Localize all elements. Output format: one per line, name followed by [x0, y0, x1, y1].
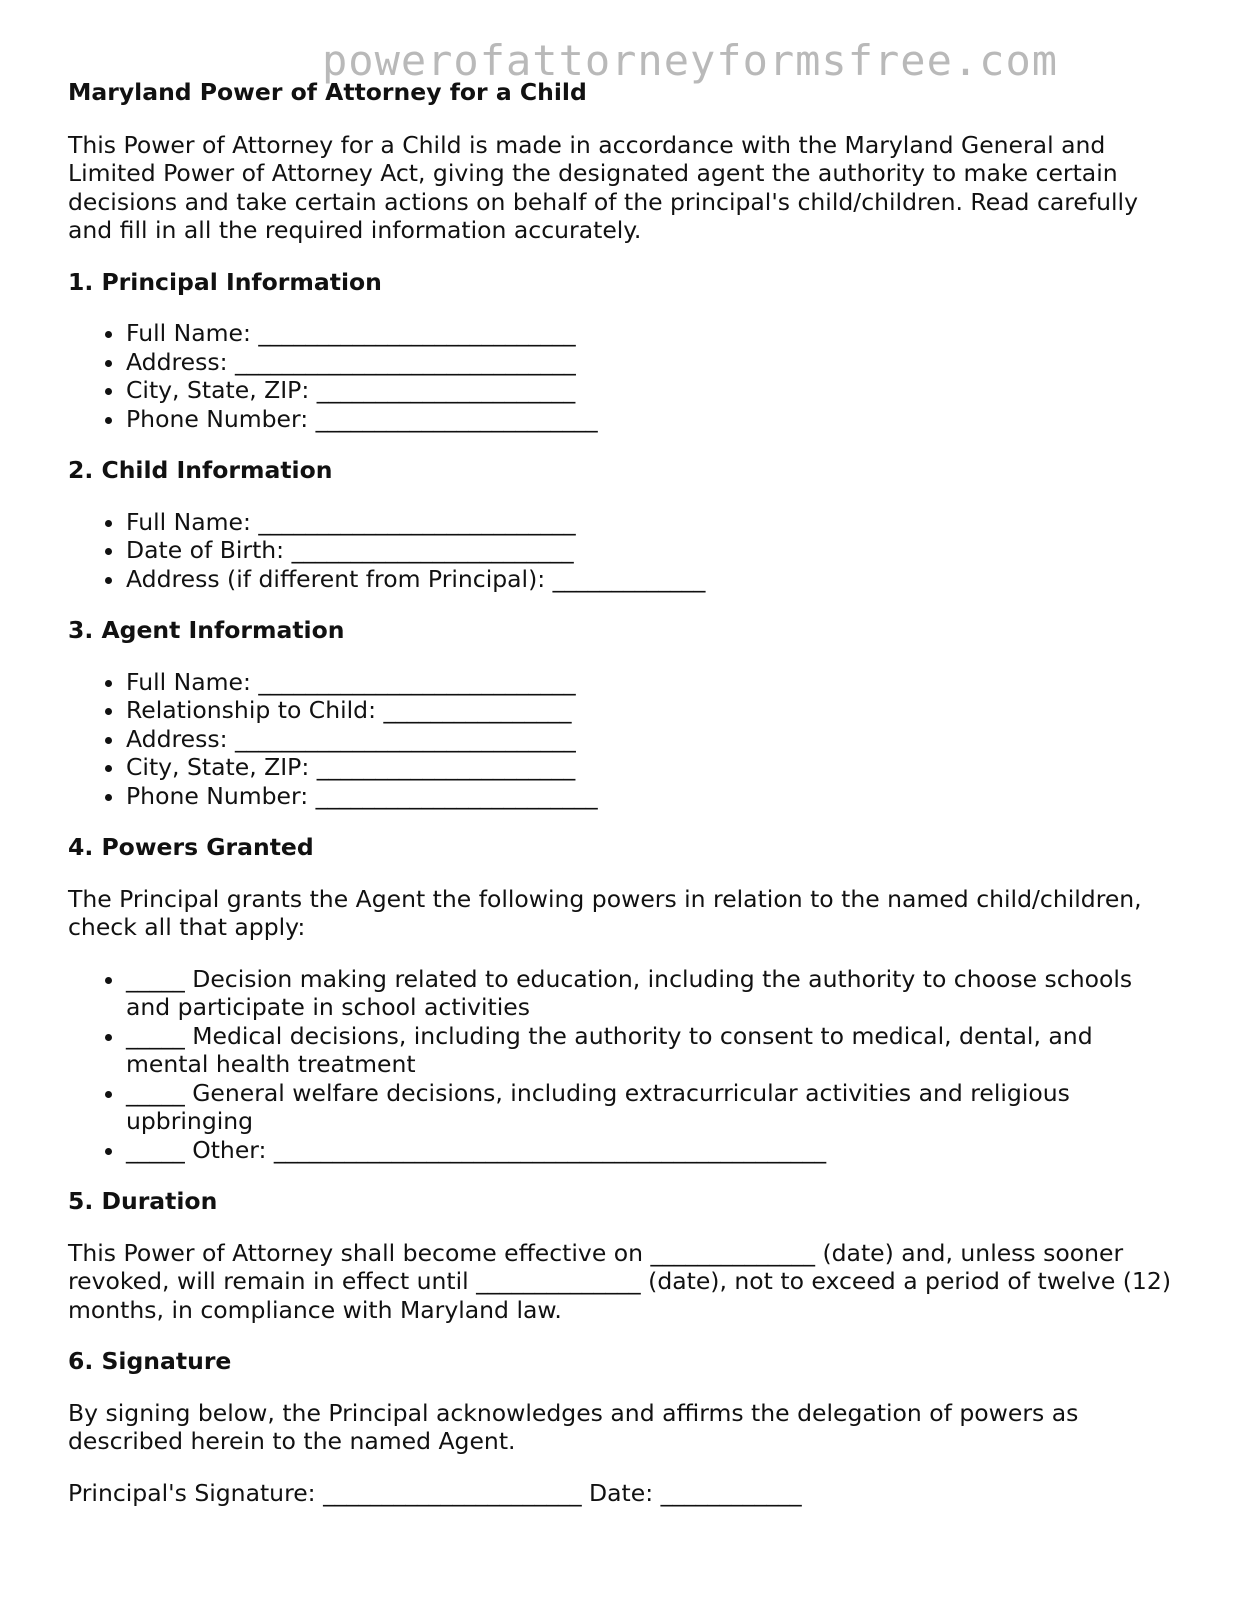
powers-intro: The Principal grants the Agent the following powers in relation to the named child/children, check all that apply:	[68, 884, 1142, 941]
power-medical-item[interactable]: • _____ Medical decisions, including the authority to consent to medical, dental, and mental health treatment	[126, 1022, 1178, 1079]
agent-full-name-field[interactable]: • Full Name: ___________________________	[126, 668, 1178, 697]
intro-paragraph: This Power of Attorney for a Child is made in accordance with the Maryland General and Limited Power of Attorney Act, giving the designated agent the authority to make certain decisions and take certain actions on behalf of the principal's child/children. Read carefully and fill in all the required information accurately.	[68, 130, 1138, 244]
child-date-of-birth-field[interactable]: • Date of Birth: ________________________	[126, 536, 1178, 565]
agent-heading: 3. Agent Information	[68, 616, 345, 644]
agent-address-field[interactable]: • Address: _____________________________	[126, 725, 1178, 754]
document-body	[68, 78, 1178, 1530]
principal-heading: 1. Principal Information	[68, 267, 382, 296]
principal-fields	[68, 319, 1178, 433]
agent-city-state-zip-field[interactable]: • City, State, ZIP: ______________________	[126, 753, 1178, 782]
signature-section	[68, 1347, 1178, 1507]
principal-full-name-field[interactable]: • Full Name: ___________________________	[126, 319, 1178, 348]
duration-text[interactable]: This Power of Attorney shall become effective on ______________ (date) and, unless sooner revoked, will remain in effect until ______________ (date), not to exceed a period of twelve (12) months, in compliance with Maryland law.	[68, 1238, 1172, 1324]
powers-heading: 4. Powers Granted	[68, 833, 314, 861]
child-address-field[interactable]: • Address (if different from Principal): _____________	[126, 565, 1178, 594]
power-other-item[interactable]: • _____ Other: _______________________________________________	[126, 1136, 1178, 1165]
signature-heading: 6. Signature	[68, 1347, 232, 1375]
power-education-item[interactable]: • _____ Decision making related to education, including the authority to choose schools and participate in school activities	[126, 965, 1178, 1022]
principal-address-field[interactable]: • Address: _____________________________	[126, 348, 1178, 377]
document-title: Maryland Power of Attorney for a Child	[68, 78, 587, 106]
agent-fields	[68, 668, 1178, 811]
powers-section	[68, 833, 1178, 1164]
powers-list	[68, 965, 1178, 1165]
signature-line[interactable]: Principal's Signature: ______________________ Date: ____________	[68, 1478, 802, 1507]
principal-city-state-zip-field[interactable]: • City, State, ZIP: ______________________	[126, 376, 1178, 405]
child-full-name-field[interactable]: • Full Name: ___________________________	[126, 508, 1178, 537]
child-section	[68, 456, 1178, 593]
signature-text: By signing below, the Principal acknowledges and affirms the delegation of powers as described herein to the named Agent.	[68, 1398, 1079, 1455]
watermark: powerofattorneyformsfree.com	[322, 36, 1059, 85]
agent-relationship-field[interactable]: • Relationship to Child: ________________	[126, 696, 1178, 725]
power-welfare-item[interactable]: • _____ General welfare decisions, including extracurricular activities and religious upbringing	[126, 1079, 1178, 1136]
agent-phone-field[interactable]: • Phone Number: ________________________	[126, 782, 1178, 811]
principal-section	[68, 268, 1178, 434]
agent-section	[68, 616, 1178, 810]
child-heading: 2. Child Information	[68, 456, 333, 484]
child-fields	[68, 508, 1178, 594]
principal-phone-field[interactable]: • Phone Number: ________________________	[126, 405, 1178, 434]
duration-heading: 5. Duration	[68, 1187, 218, 1215]
duration-section	[68, 1187, 1178, 1324]
